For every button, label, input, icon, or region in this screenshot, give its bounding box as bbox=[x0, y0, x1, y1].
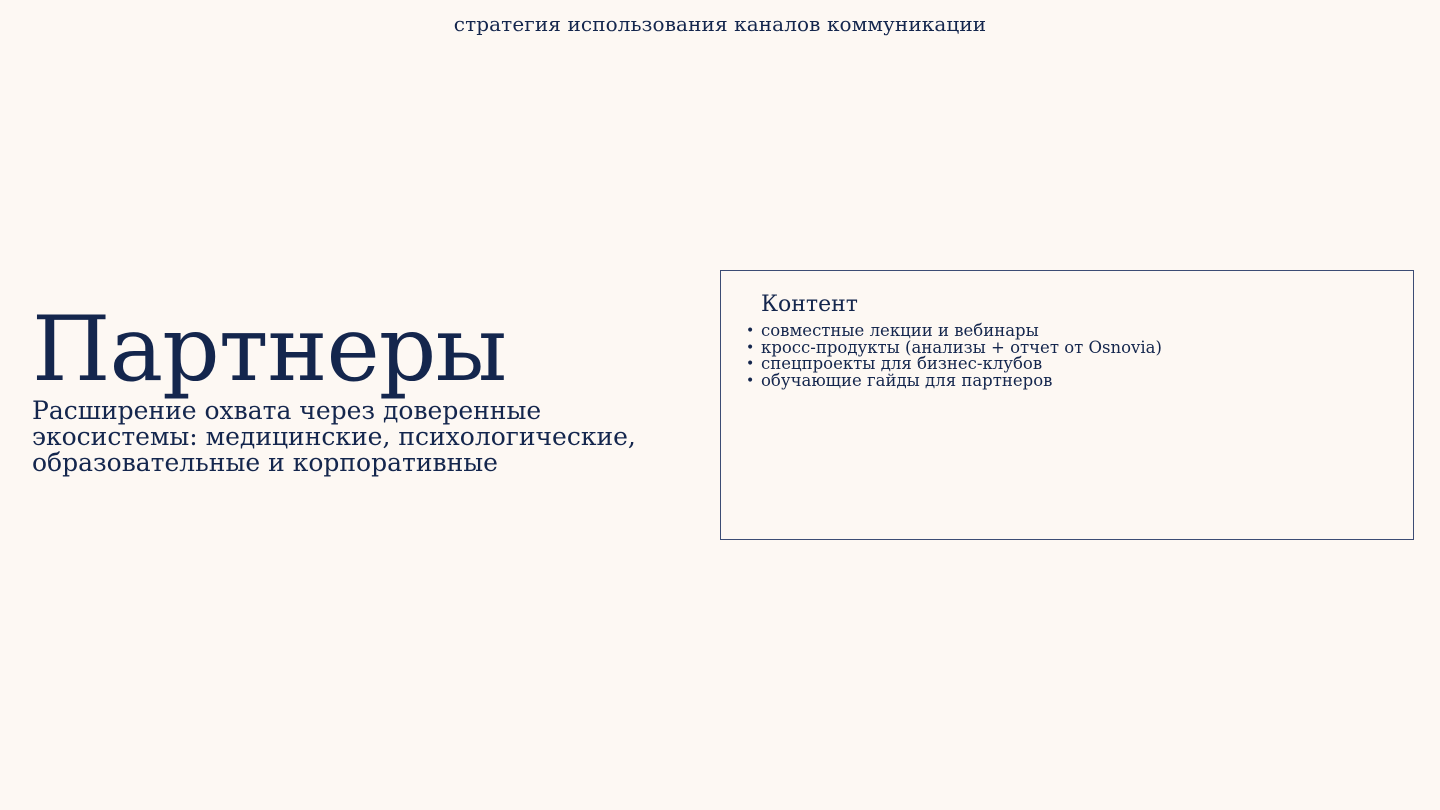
presentation-topic: стратегия использования каналов коммуникации bbox=[453, 12, 987, 36]
slide-heading: Партнеры bbox=[32, 297, 507, 402]
list-item: • спецпроекты для бизнес-клубов bbox=[761, 356, 1162, 373]
slide-subtitle: Расширение охвата через доверенные экосистемы: медицинские, психологические, образовательные и корпоративные bbox=[32, 396, 636, 477]
content-box bbox=[720, 270, 1414, 540]
list-item: • обучающие гайды для партнеров bbox=[761, 373, 1162, 390]
list-item: • кросс-продукты (анализы + отчет от Osnovia) bbox=[761, 340, 1162, 357]
content-list bbox=[761, 323, 1162, 389]
content-box-title: Контент bbox=[761, 292, 858, 317]
list-item: • совместные лекции и вебинары bbox=[761, 323, 1162, 340]
